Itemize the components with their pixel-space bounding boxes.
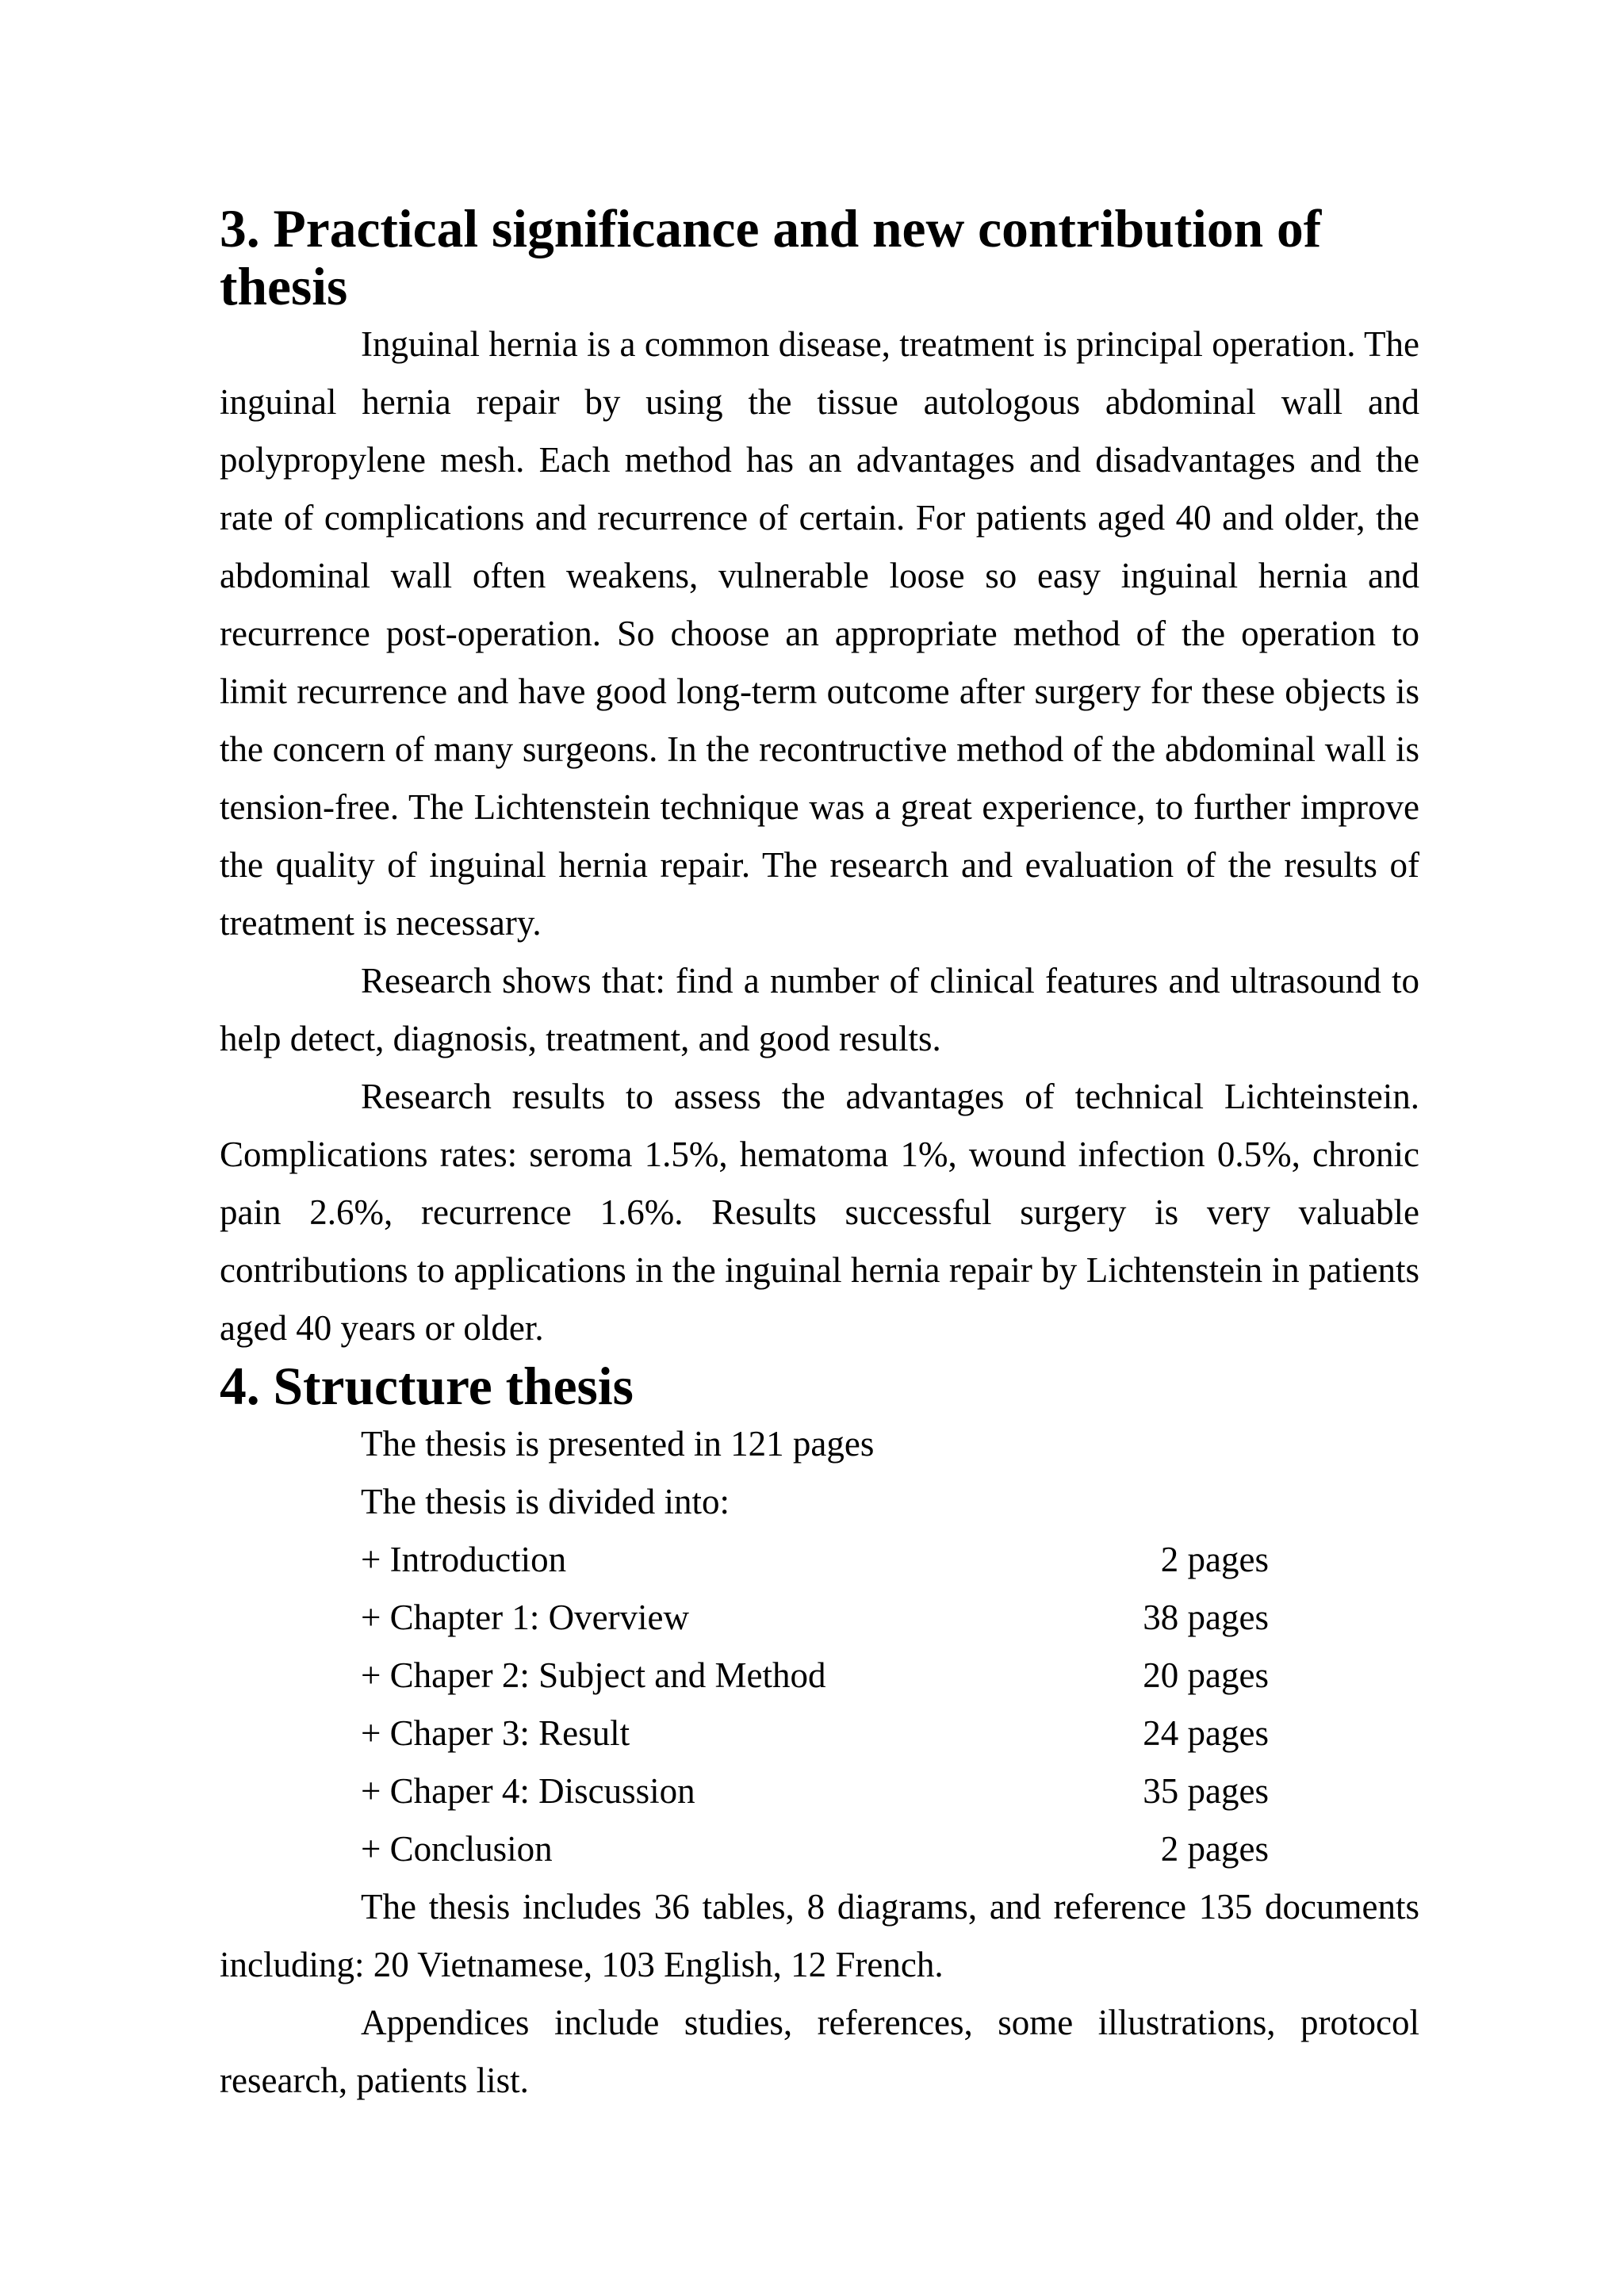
section-3-paragraph-1: Inguinal hernia is a common disease, treatment is principal operation. The inguinal hernia repair by using the tissue autologous abdominal wall and polypropylene mesh. Each method has an advantages and disadvantages and the rate of complications and recurrence of certain. For patients aged 40 and older, the abdominal wall often weakens, vulnerable loose so easy inguinal hernia and recurrence post-operation. So choose an appropriate method of the operation to limit recurrence and have good long-term outcome after surgery for these objects is the concern of many surgeons. In the recontructive method of the abdominal wall is tension-free. The Lichtenstein technique was a great experience, to further improve the quality of inguinal hernia repair. The research and evaluation of the results of treatment is necessary. — [220, 324, 1419, 943]
section-3-paragraph-3: Research results to assess the advantages of technical Lichteinstein. Complications rates: seroma 1.5%, hematoma 1%, wound infection 0.5%, chronic pain 2.6%, recurrence 1.6%. Results successful surgery is very valuable contributions to applications in the inguinal hernia repair by Lichtenstein in patients aged 40 years or older. — [220, 1077, 1419, 1348]
chapter-page-count: 2 pages — [1160, 1540, 1269, 1579]
chapter-label: + Chaper 2: Subject and Method — [361, 1655, 826, 1695]
chapter-row-chapter-2 — [220, 1647, 1419, 1705]
chapter-page-count: 20 pages — [1143, 1655, 1269, 1695]
chapter-page-count: 24 pages — [1143, 1713, 1269, 1753]
section-4-heading: 4. Structure thesis — [220, 1357, 634, 1416]
chapter-label: + Chaper 3: Result — [361, 1713, 630, 1753]
chapter-page-count: 38 pages — [1143, 1598, 1269, 1637]
thesis-divided-line: The thesis is divided into: — [361, 1482, 730, 1521]
chapter-page-count: 2 pages — [1160, 1829, 1269, 1869]
chapter-row-chapter-4 — [220, 1762, 1419, 1820]
chapter-row-conclusion — [220, 1820, 1419, 1878]
chapter-row-chapter-3 — [220, 1705, 1419, 1762]
section-4-paragraph-2: Appendices include studies, references, some illustrations, protocol research, patients list. — [220, 2003, 1419, 2100]
chapter-row-chapter-1 — [220, 1589, 1419, 1647]
chapter-label: + Chapter 1: Overview — [361, 1598, 690, 1637]
chapter-label: + Conclusion — [361, 1829, 553, 1869]
section-3-paragraph-2: Research shows that: find a number of clinical features and ultrasound to help detect, diagnosis, treatment, and good results. — [220, 961, 1419, 1058]
section-3-heading: 3. Practical significance and new contribution of thesis — [220, 199, 1322, 316]
chapter-label: + Chaper 4: Discussion — [361, 1771, 695, 1811]
section-4-paragraph-1: The thesis includes 36 tables, 8 diagrams, and reference 135 documents including: 20 Vietnamese, 103 English, 12 French. — [220, 1887, 1419, 1984]
chapter-label: + Introduction — [361, 1540, 567, 1579]
chapter-row-introduction — [220, 1531, 1419, 1589]
chapter-page-count: 35 pages — [1143, 1771, 1269, 1811]
thesis-pages-line: The thesis is presented in 121 pages — [361, 1424, 875, 1464]
